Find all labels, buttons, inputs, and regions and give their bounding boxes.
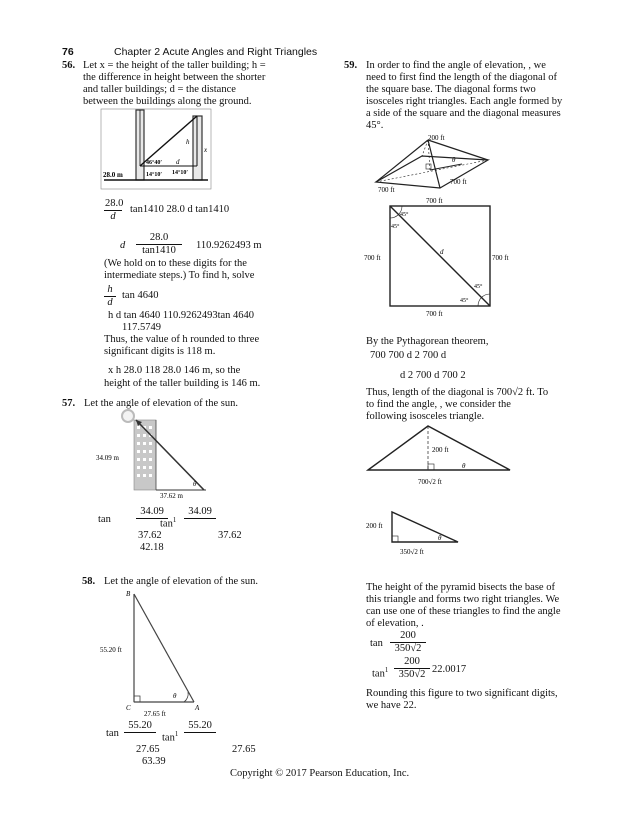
p57-tan-label: tan [98, 514, 111, 525]
p59-intro-6: 45°. [366, 120, 384, 131]
p56-note-2: intermediate steps.) To find h, solve [104, 270, 255, 281]
p59-tri2-base-label: 350√2 ft [400, 548, 424, 556]
p59-conclusion-2: to find the angle, , we consider the [366, 399, 511, 410]
p59-tri1-height-label: 200 ft [432, 446, 449, 454]
p56-label-ground: 28.0 m [103, 171, 123, 179]
p56-eq4-result: 117.5749 [122, 322, 161, 333]
p59-square-angle-1: 45° [400, 212, 409, 218]
p58-label-side: 55.20 ft [100, 646, 122, 654]
p56-intro-3: and taller buildings; d = the distance [83, 84, 236, 95]
p59-isosceles-triangle-figure [366, 422, 514, 488]
p56-conclusion-1: Thus, the value of h rounded to three [104, 334, 260, 345]
p59-intro-3: the square base. The diagonal forms two [366, 84, 536, 95]
p57-result: 42.18 [140, 542, 164, 553]
p57-sun-figure [96, 408, 216, 500]
p56-eq3-rhs: tan 4640 [122, 290, 159, 301]
p57-fraction-1: 34.09 [136, 506, 168, 531]
p58-den-2: 27.65 [232, 744, 256, 755]
p59-pyramid-theta-label: θ [452, 156, 456, 164]
p59-intro-2: need to first find the length of the diagonal of [366, 72, 557, 83]
p56-eq1-rhs: tan1410 28.0 d tan1410 [130, 204, 230, 215]
p59-pyramid-right-label: 700 ft [450, 178, 467, 186]
p59-tri1-base-label: 700√2 ft [418, 478, 442, 486]
p57-building [134, 420, 156, 490]
p59-paragraph-2: this triangle and forms two right triangles. We [366, 594, 560, 605]
p58-den-1: 27.65 [136, 744, 160, 755]
p59-intro-4: isosceles right triangles. Each angle formed by [366, 96, 563, 107]
problem-59-number: 59. [344, 60, 358, 71]
page-number: 76 [62, 46, 74, 58]
p56-label-h: h [186, 138, 190, 146]
problem-57-number: 57. [62, 398, 76, 409]
p56-intro-1: Let x = the height of the taller building; h = [83, 60, 266, 71]
p59-rounding-2: we have 22. [366, 700, 417, 711]
p58-label-B: B [126, 590, 131, 598]
p58-triangle-figure [98, 584, 218, 722]
p58-intro: Let the angle of elevation of the sun. [104, 576, 258, 587]
p59-rounding-1: Rounding this figure to two significant digits, [366, 688, 558, 699]
p59-fraction-1: $\frac{200}{350√2}$ [390, 630, 426, 655]
p56-conclusion-2: significant digits is 118 m. [104, 346, 216, 357]
p57-den-1: 37.62 [138, 530, 162, 541]
p58-fraction-1: 55.20 [124, 720, 156, 745]
p58-label-base: 27.65 ft [144, 710, 166, 718]
p59-equation-2: d 2 700 d 700 2 [400, 370, 466, 381]
p59-pyramid-figure [366, 130, 508, 194]
p59-square-top-label: 700 ft [426, 197, 443, 205]
p56-label-angle2: 14°10′ [146, 172, 163, 178]
p59-square-left-label: 700 ft [364, 254, 381, 262]
p56-label-angle3: 14°10′ [172, 170, 189, 176]
p57-fraction-2: 34.09 [184, 506, 216, 531]
p57-label-base: 37.62 m [160, 492, 183, 500]
p56-eq4: h d tan 4640 110.9262493tan 4640 [108, 310, 255, 321]
p59-pyramid-height-label: 200 ft [428, 134, 445, 142]
p57-tan-inv-label: $\tan^1$ [160, 516, 177, 530]
p56-label-d: d [176, 158, 180, 166]
p59-tan-label: tan [370, 638, 383, 649]
p58-label-A: A [195, 704, 200, 712]
p58-fraction-2: 55.20 [184, 720, 216, 745]
p57-intro: Let the angle of elevation of the sun. [84, 398, 238, 409]
p59-result: 22.0017 [432, 664, 467, 675]
p59-square-angle-4: 45° [460, 298, 469, 304]
p58-tan-inv-label: $\tan^1$ [162, 730, 179, 744]
p59-square-angle-2: 45° [391, 224, 400, 230]
p59-equation-1: 700 700 d 2 700 d [370, 350, 447, 361]
p57-den-2: 37.62 [218, 530, 242, 541]
p58-tan-label: tan [106, 728, 119, 739]
p59-paragraph-1: The height of the pyramid bisects the base of [366, 582, 555, 593]
p56-eq1-fraction: $\frac{28.0}{d}$ [105, 198, 124, 222]
p59-conclusion-1: Thus, length of the diagonal is 700√2 ft. To [366, 387, 549, 398]
p57-label-height: 34.09 m [96, 454, 119, 462]
p59-pythagorean-text: By the Pythagorean theorem, [366, 336, 489, 347]
p56-eq2-lhs: d [120, 240, 126, 251]
copyright-footer: Copyright © 2017 Pearson Education, Inc. [230, 768, 410, 779]
p56-intro-2: the difference in height between the shorter [83, 72, 266, 83]
p57-label-theta: θ [193, 480, 197, 488]
p56-buildings-figure [100, 108, 212, 190]
p59-square-figure [364, 196, 514, 318]
p56-eq2-rhs: 110.9262493 m [196, 240, 262, 251]
p59-conclusion-3: following isosceles triangle. [366, 411, 485, 422]
p56-label-angle1: 46°40′ [146, 160, 163, 166]
p59-square-right-label: 700 ft [492, 254, 509, 262]
problem-58-number: 58. [82, 576, 96, 587]
p56-eq5: x h 28.0 118 28.0 146 m, so the [108, 365, 241, 376]
p56-label-x: x [204, 146, 208, 154]
p59-right-triangle-figure [366, 506, 470, 556]
sun-icon [122, 410, 134, 422]
p59-pyramid-left-label: 700 ft [378, 186, 395, 194]
p59-paragraph-4: of elevation, . [366, 618, 424, 629]
p59-intro-1: In order to find the angle of elevation, , we [366, 60, 546, 71]
p56-conclusion-3: height of the taller building is 146 m. [104, 378, 261, 389]
p58-result: 63.39 [142, 756, 166, 767]
p59-square-d-label: d [440, 248, 444, 256]
p56-eq3-fraction: $\frac{h}{d}$ [104, 284, 116, 309]
p59-tri2-height-label: 200 ft [366, 522, 383, 530]
problem-56-number: 56. [62, 60, 76, 71]
p58-label-theta: θ [173, 692, 177, 700]
p59-paragraph-3: can use one of these triangles to find the angle [366, 606, 561, 617]
p59-tan-inv-label: $\tan^1$ [372, 666, 389, 680]
p59-fraction-2: $\frac{200}{350√2}$ [394, 656, 430, 681]
p59-square-bottom-label: 700 ft [426, 310, 443, 318]
p59-tri2-theta-label: θ [438, 534, 442, 542]
chapter-title: Chapter 2 Acute Angles and Right Triangles [114, 46, 318, 58]
p59-intro-5: a side of the square and the diagonal measures [366, 108, 561, 119]
p56-intro-4: between the buildings along the ground. [83, 96, 252, 107]
p56-eq2-fraction: $\frac{28.0}{\tan 1410}$ [136, 232, 182, 257]
p59-square-angle-3: 45° [474, 284, 483, 290]
p56-note-1: (We hold on to these digits for the [104, 258, 247, 269]
p58-label-C: C [126, 704, 131, 712]
p59-tri1-theta-label: θ [462, 462, 466, 470]
